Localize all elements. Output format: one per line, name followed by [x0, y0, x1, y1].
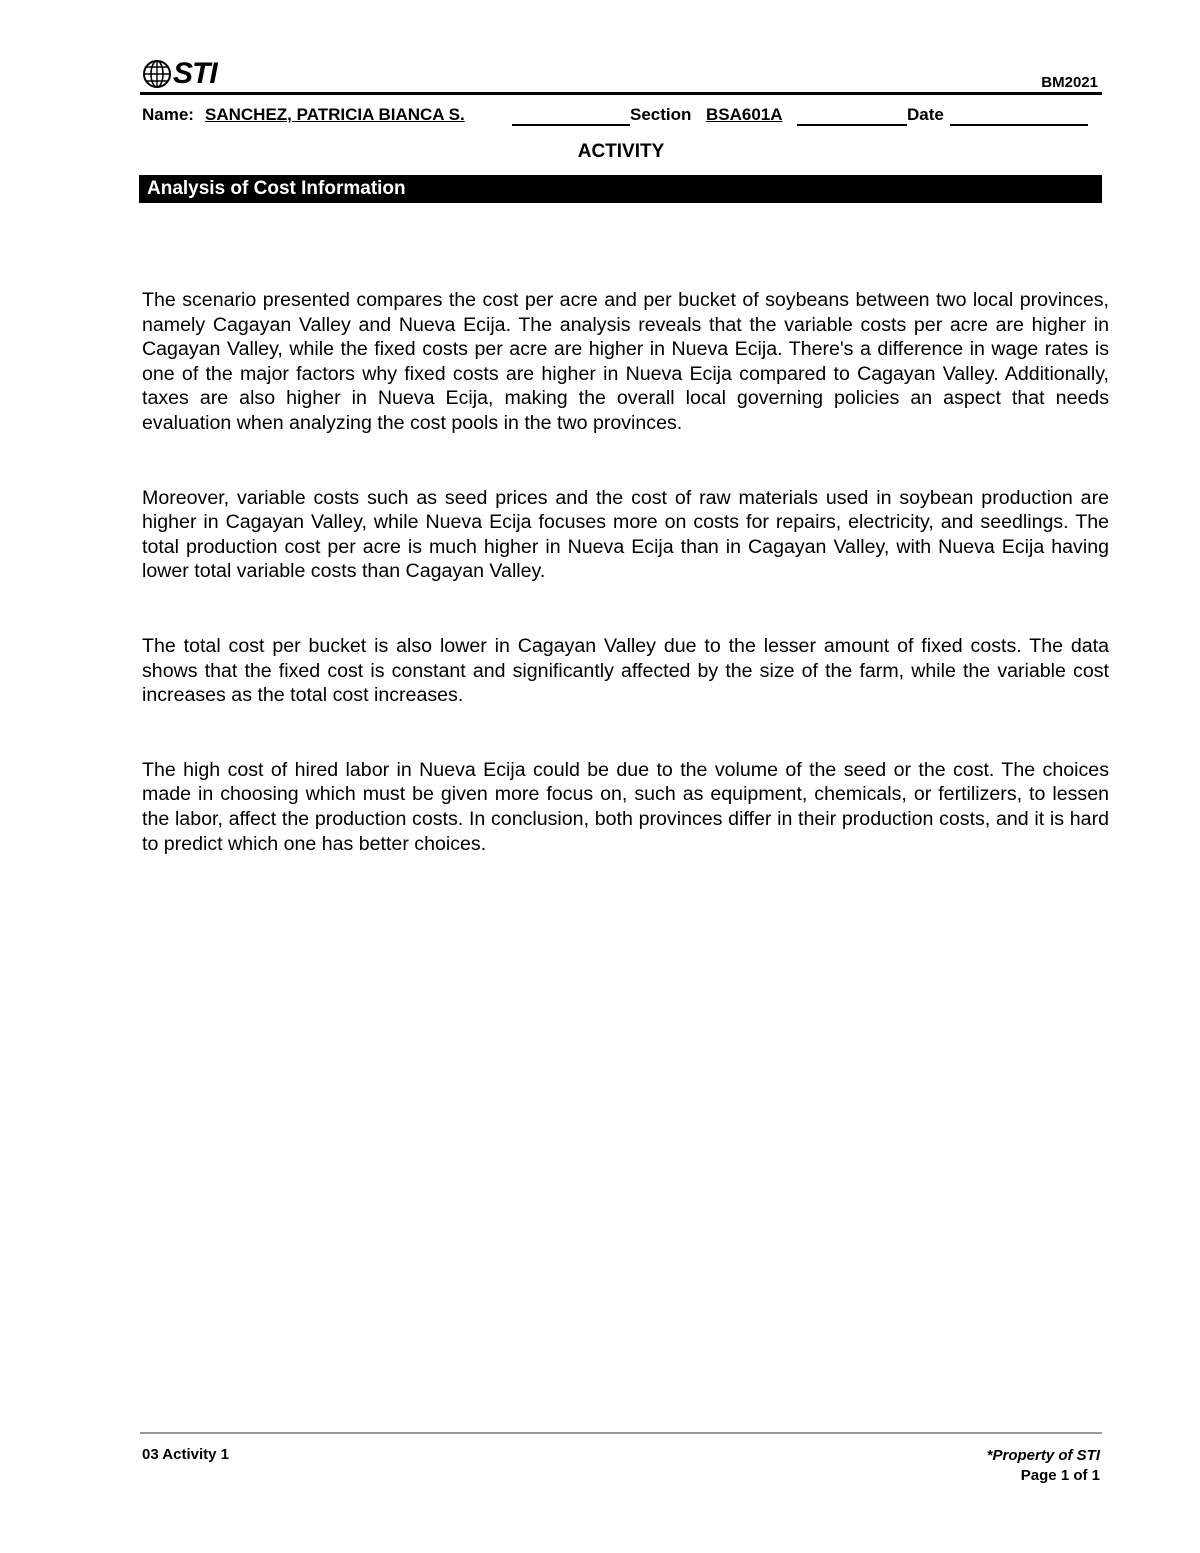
footer-right: [987, 1446, 1100, 1486]
date-blank-line: [950, 124, 1088, 126]
section-heading: Analysis of Cost Information: [139, 175, 1102, 203]
date-label: Date: [907, 105, 944, 124]
body-text: [142, 288, 1109, 906]
paragraph-1: The scenario presented compares the cost per acre and per bucket of soybeans between two local provinces, namely Cagayan Valley and Nueva Ecija. The analysis reveals that the variable costs per acre are higher in Cagayan Valley, while the fixed costs per acre are higher in Nueva Ecija. There's a difference in wage rates is one of the major factors why fixed costs are higher in Nueva Ecija compared to Cagayan Valley. Additionally, taxes are also higher in Nueva Ecija, making the overall local governing policies an aspect that needs evaluation when analyzing the cost pools in the two provinces.: [142, 289, 1109, 434]
section-blank-line: [797, 124, 907, 126]
sti-logo: [142, 58, 217, 90]
property-notice: *Property of STI: [986, 1447, 1100, 1464]
footer-activity-label: 03 Activity 1: [142, 1446, 229, 1463]
student-info-line: [142, 105, 1102, 127]
globe-icon: [142, 59, 172, 89]
paragraph-2: Moreover, variable costs such as seed prices and the cost of raw materials used in soybean production are higher in Cagayan Valley, while Nueva Ecija focuses more on costs for repairs, electricity, and seedlings. The total production cost per acre is much higher in Nueva Ecija than in Cagayan Valley, with Nueva Ecija having lower total variable costs than Cagayan Valley.: [142, 486, 1109, 583]
section-value: BSA601A: [706, 105, 783, 124]
name-label: Name:: [142, 105, 194, 124]
logo-text: STI: [173, 57, 217, 90]
section-label: Section: [630, 105, 692, 124]
name-blank-line: [512, 124, 630, 126]
paragraph-3: The total cost per bucket is also lower in Cagayan Valley due to the lesser amount of fixed costs. The data shows that the fixed cost is constant and significantly affected by the size of the farm, while the variable cost increases as the total cost increases.: [142, 634, 1109, 707]
document-code: BM2021: [1041, 74, 1098, 91]
page-number: Page 1 of 1: [1020, 1467, 1100, 1484]
page-header: [140, 56, 1102, 96]
paragraph-4: The high cost of hired labor in Nueva Ecija could be due to the volume of the seed or the cost. The choices made in choosing which must be given more focus on, such as equipment, chemicals, or fertilizers, to lessen the labor, affect the production costs. In conclusion, both provinces differ in their production costs, and it is hard to predict which one has better choices.: [142, 758, 1109, 855]
page-title: ACTIVITY: [577, 141, 665, 162]
name-value: SANCHEZ, PATRICIA BIANCA S.: [205, 105, 465, 124]
footer-divider: [140, 1432, 1102, 1434]
header-divider: [140, 92, 1102, 95]
